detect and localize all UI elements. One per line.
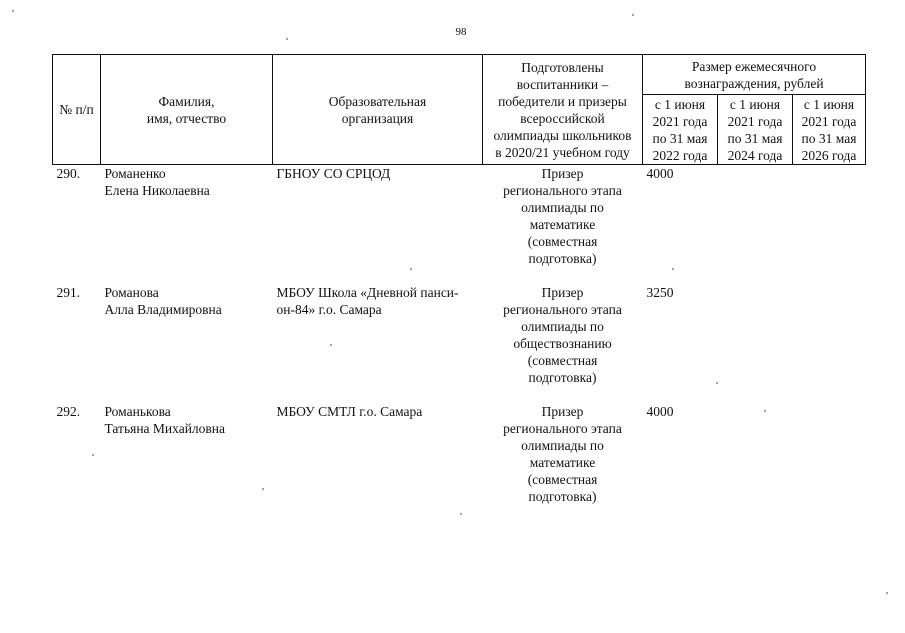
header-organization: Образовательная организация: [273, 55, 483, 165]
row-number: 291.: [56, 285, 81, 300]
scan-speck: [12, 10, 14, 12]
header-award: Размер ежемесячного вознаграждения, рублей: [643, 55, 866, 95]
row-organization: МБОУ СМТЛ г.о. Самара: [276, 404, 423, 419]
row-amount-2024: [718, 165, 793, 285]
row-amount-2026: [793, 284, 866, 403]
row-amount-2024: [718, 284, 793, 403]
row-achievement: Призер регионального этапа олимпиады по математике (совместная подготовка): [503, 404, 622, 504]
row-number: 292.: [56, 404, 81, 419]
row-amount-2026: [793, 165, 866, 285]
row-number: 290.: [56, 166, 81, 181]
scan-speck: [764, 410, 766, 412]
scan-speck: [262, 488, 264, 490]
scan-speck: [92, 454, 94, 456]
row-amount-2022: 4000: [646, 404, 674, 419]
header-period-2022: с 1 июня 2021 года по 31 мая 2022 года: [643, 95, 718, 165]
row-amount-2022: 4000: [646, 166, 674, 181]
row-amount-2024: [718, 403, 793, 522]
row-amount-2026: [793, 403, 866, 522]
header-number: № п/п: [53, 55, 101, 165]
scan-speck: [410, 268, 412, 270]
scan-speck: [330, 344, 332, 346]
table-row: [53, 284, 866, 403]
row-amount-2022: 3250: [646, 285, 674, 300]
awards-table: [52, 54, 866, 522]
row-name: Романова Алла Владимировна: [104, 285, 222, 317]
row-name: Романькова Татьяна Михайловна: [104, 404, 226, 436]
header-prepared: Подготовлены воспитанники – победители и призеры всероссийской олимпиады школьников в 2020/21 учебном году: [483, 55, 643, 165]
table-row: [53, 403, 866, 522]
scan-speck: [886, 592, 888, 594]
header-period-2026: с 1 июня 2021 года по 31 мая 2026 года: [793, 95, 866, 165]
page-number: 98: [455, 26, 467, 38]
scan-speck: [632, 14, 634, 16]
row-achievement: Призер регионального этапа олимпиады по обществознанию (совместная подготовка): [503, 285, 622, 385]
row-achievement: Призер регионального этапа олимпиады по математике (совместная подготовка): [503, 166, 622, 266]
scan-speck: [716, 382, 718, 384]
table-row: [53, 165, 866, 285]
scan-speck: [286, 38, 288, 40]
scan-speck: [672, 268, 674, 270]
header-period-2024: с 1 июня 2021 года по 31 мая 2024 года: [718, 95, 793, 165]
row-organization: ГБНОУ СО СРЦОД: [276, 166, 391, 181]
scan-speck: [460, 513, 462, 515]
row-name: Романенко Елена Николаевна: [104, 166, 210, 198]
header-name: Фамилия, имя, отчество: [101, 55, 273, 165]
row-organization: МБОУ Школа «Дневной панси- он-84» г.о. Самара: [276, 285, 459, 317]
